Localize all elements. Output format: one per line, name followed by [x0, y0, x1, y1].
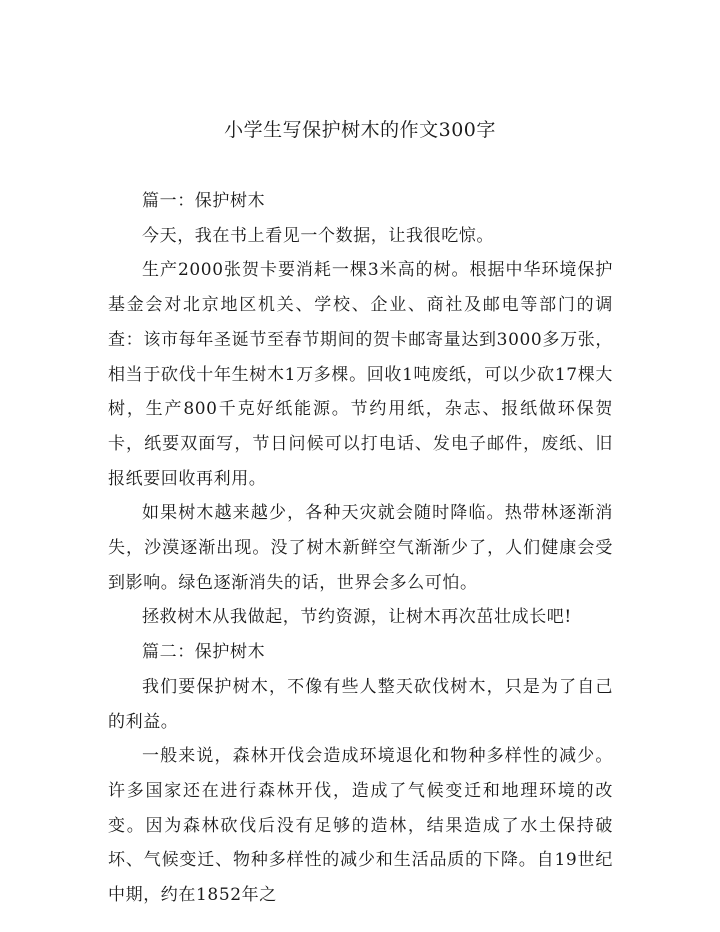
- paragraph-3: 如果树木越来越少，各种天灾就会随时降临。热带林逐渐消失，沙漠逐渐出现。没了树木新鲜空气渐渐少了，人们健康会受到影响。绿色逐渐消失的话，世界会多么可怕。: [108, 503, 613, 593]
- paragraph-1: 今天，我在书上看见一个数据，让我很吃惊。: [142, 225, 494, 246]
- paragraph-6: 一般来说，森林开伐会造成环境退化和物种多样性的减少。许多国家还在进行森林开伐，造成了气候变迁和地理环境的改变。因为森林砍伐后没有足够的造林，结果造成了水土保持破坏、气候变迁、物种多样性的减少和生活品质的下降。自19世纪中期，约在1852年之: [108, 746, 613, 906]
- paragraph-2: 生产2000张贺卡要消耗一棵3米高的树。根据中华环境保护基金会对北京地区机关、学校、企业、商社及邮电等部门的调查：该市每年圣诞节至春节期间的贺卡邮寄量达到3000多万张，相当于砍伐十年生树木1万多棵。回收1吨废纸，可以少砍17棵大树，生产800千克好纸能源。节约用纸，杂志、报纸做环保贺卡，纸要双面写，节日问候可以打电话、发电子邮件，废纸、旧报纸要回收再利用。: [108, 260, 613, 489]
- document-body: [108, 184, 613, 913]
- paragraph-5: 我们要保护树木，不像有些人整天砍伐树木，只是为了自己的利益。: [108, 676, 613, 732]
- document-title: 小学生写保护树木的作文300字: [224, 119, 496, 141]
- section-heading-1: 篇一：保护树木: [142, 191, 266, 211]
- paragraph-4: 拯救树木从我做起，节约资源，让树木再次茁壮成长吧!: [142, 607, 572, 628]
- section-heading-2: 篇二：保护树木: [142, 642, 266, 663]
